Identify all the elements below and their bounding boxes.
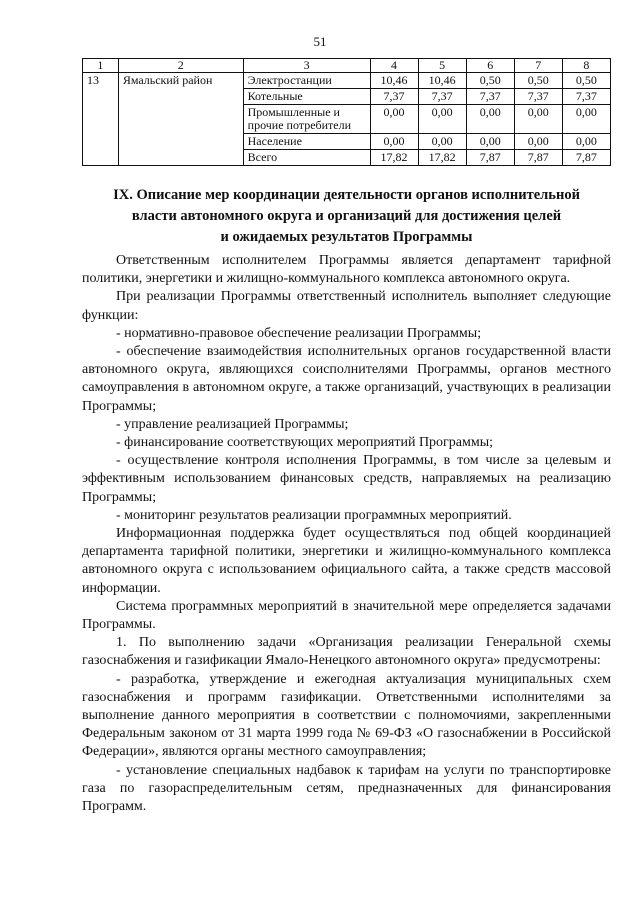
value-cell: 17,82 <box>418 150 466 166</box>
paragraph: Информационная поддержка будет осуществляться под общей координацией департамента тарифной политики, энергетики и жилищно-коммунального комплекса автономного округа с использованием официального сайта, а также средств массовой информации. <box>82 526 611 596</box>
value-cell: 0,00 <box>418 105 466 134</box>
list-item: - управление реализацией Программы; <box>116 416 349 432</box>
category-cell: Всего <box>243 150 370 166</box>
value-cell: 7,87 <box>466 150 514 166</box>
paragraph: 1. По выполнению задачи «Организация реализации Генеральной схемы газоснабжения и газификации Ямало-Ненецкого автономного округа» предусмотрены: <box>82 635 611 669</box>
value-cell: 0,00 <box>370 134 418 150</box>
row-number-cell: 13 <box>83 73 119 166</box>
section-title-line: и ожидаемых результатов Программы <box>220 229 473 245</box>
category-cell: Котельные <box>243 89 370 105</box>
table-header-cell: 7 <box>514 59 562 73</box>
category-cell: Электростанции <box>243 73 370 89</box>
table-header-cell: 4 <box>370 59 418 73</box>
value-cell: 0,50 <box>466 73 514 89</box>
list-item: - мониторинг результатов реализации программных мероприятий. <box>116 507 512 523</box>
value-cell: 7,37 <box>418 89 466 105</box>
list-item: - финансирование соответствующих мероприятий Программы; <box>116 435 494 451</box>
body-text <box>82 252 611 816</box>
value-cell: 0,00 <box>466 134 514 150</box>
value-cell: 0,50 <box>562 73 610 89</box>
category-cell: Население <box>243 134 370 150</box>
value-cell: 0,00 <box>370 105 418 134</box>
value-cell: 0,00 <box>466 105 514 134</box>
value-cell: 7,37 <box>466 89 514 105</box>
value-cell: 0,00 <box>418 134 466 150</box>
value-cell: 7,37 <box>370 89 418 105</box>
value-cell: 0,00 <box>514 105 562 134</box>
table-header-cell: 5 <box>418 59 466 73</box>
value-cell: 17,82 <box>370 150 418 166</box>
table-header-cell: 1 <box>83 59 119 73</box>
value-cell: 10,46 <box>418 73 466 89</box>
list-item: - разработка, утверждение и ежегодная актуализация муниципальных схем газоснабжения и программ газификации. Ответственными исполнителями за выполнение данного мероприятия в соответствии с полномочиями, закрепленными Федеральным законом от 31 марта 1999 года № 69-ФЗ «О газоснабжении в Российской Федерации», являются органы местного самоуправления; <box>82 671 611 760</box>
value-cell: 0,00 <box>562 105 610 134</box>
table-header-cell: 2 <box>118 59 243 73</box>
value-cell: 7,87 <box>514 150 562 166</box>
district-cell: Ямальский район <box>118 73 243 166</box>
table-header-cell: 6 <box>466 59 514 73</box>
list-item: - установление специальных надбавок к тарифам на услуги по транспортировке газа по газораспределительным сетям, предназначенных для финансирования Программ. <box>82 762 611 815</box>
section-title <box>82 185 611 248</box>
paragraph: Ответственным исполнителем Программы является департамент тарифной политики, энергетики и жилищно-коммунального комплекса автономного округа. <box>82 253 611 287</box>
value-cell: 10,46 <box>370 73 418 89</box>
value-cell: 7,37 <box>514 89 562 105</box>
table-header-cell: 8 <box>562 59 610 73</box>
section-title-line: власти автономного округа и организаций для достижения целей <box>131 208 562 224</box>
value-cell: 7,87 <box>562 150 610 166</box>
list-item: - осуществление контроля исполнения Программы, в том числе за целевым и эффективным использованием финансовых средств, направляемых на реализацию Программы; <box>82 453 611 505</box>
value-cell: 0,00 <box>514 134 562 150</box>
value-cell: 7,37 <box>562 89 610 105</box>
data-table <box>82 58 611 166</box>
table-header-cell: 3 <box>243 59 370 73</box>
list-item: - нормативно-правовое обеспечение реализации Программы; <box>116 325 482 341</box>
table-row <box>83 73 611 89</box>
page-number: 51 <box>313 34 327 49</box>
table-header-row <box>83 59 611 73</box>
value-cell: 0,00 <box>562 134 610 150</box>
value-cell: 0,50 <box>514 73 562 89</box>
paragraph: Система программных мероприятий в значительной мере определяется задачами Программы. <box>82 598 611 633</box>
section-title-line: IX. Описание мер координации деятельности органов исполнительной <box>113 187 580 203</box>
paragraph: При реализации Программы ответственный исполнитель выполняет следующие функции: <box>82 289 611 323</box>
category-cell: Промышленные и прочие потребители <box>243 105 370 134</box>
list-item: - обеспечение взаимодействия исполнительных органов государственной власти автономного округа, являющихся соисполнителями Программы, органов местного самоуправления в автономном округе, а также организаций, участвующих в реализации Программы; <box>82 344 611 414</box>
